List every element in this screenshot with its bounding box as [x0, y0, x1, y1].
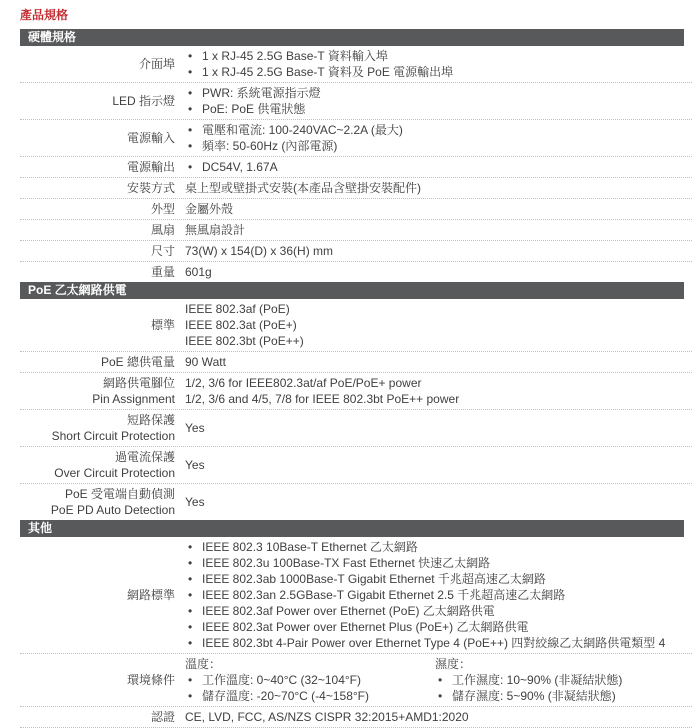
spec-row	[20, 120, 684, 156]
row-value	[185, 375, 684, 407]
bullet-icon: •	[188, 572, 193, 586]
bullet-item	[185, 688, 435, 704]
row-value	[185, 85, 684, 117]
bullet-icon: •	[188, 86, 193, 100]
bullet-item	[185, 159, 684, 175]
spec-sections	[20, 29, 684, 728]
bullet-icon: •	[188, 102, 193, 116]
value-line: 1/2, 3/6 for IEEE802.3at/af PoE/PoE+ power	[185, 376, 422, 390]
row-label	[20, 412, 185, 444]
value-line: Yes	[185, 421, 205, 435]
row-value	[185, 656, 684, 704]
bullet-item	[435, 672, 684, 688]
row-label	[20, 709, 185, 725]
bullet-item	[185, 571, 684, 587]
row-label	[20, 672, 185, 688]
bullet-icon: •	[188, 673, 193, 687]
row-value	[185, 494, 684, 510]
row-label-line: 網路標準	[126, 588, 175, 602]
row-label	[20, 587, 185, 603]
spec-row	[20, 410, 684, 446]
bullet-item	[435, 688, 684, 704]
bullet-text: 1 x RJ-45 2.5G Base-T 資料及 PoE 電源輸出埠	[202, 65, 454, 79]
bullet-item	[185, 101, 684, 117]
bullet-item	[185, 85, 684, 101]
bullet-item	[185, 138, 684, 154]
row-label	[20, 130, 185, 146]
row-value	[185, 709, 684, 725]
value-line: 桌上型或壁掛式安裝(本產品含壁掛安裝配件)	[185, 181, 421, 195]
spec-row	[20, 707, 684, 727]
row-label	[20, 201, 185, 217]
bullet-text: 工作溫度: 0~40°C (32~104°F)	[202, 673, 361, 687]
row-label-line: PoE 受電端自動偵測	[64, 487, 175, 501]
spec-row	[20, 220, 684, 240]
bullet-text: DC54V, 1.67A	[202, 160, 278, 174]
row-label	[20, 317, 185, 333]
row-label	[20, 375, 185, 407]
bullet-icon: •	[188, 49, 193, 63]
value-columns	[185, 656, 684, 704]
value-line: CE, LVD, FCC, AS/NZS CISPR 32:2015+AMD1:2020	[185, 710, 469, 724]
bullet-text: PWR: 系統電源指示燈	[202, 86, 321, 100]
row-value	[185, 222, 684, 238]
bullet-text: 儲存濕度: 5~90% (非凝結狀態)	[452, 689, 616, 703]
spec-row	[20, 537, 684, 653]
row-label-line: 網路供電腳位	[102, 376, 175, 390]
row-label-line: 認證	[150, 710, 175, 724]
row-label-line: 安裝方式	[126, 181, 175, 195]
row-label	[20, 222, 185, 238]
spec-row	[20, 83, 684, 119]
bullet-item	[185, 122, 684, 138]
row-label	[20, 449, 185, 481]
row-label	[20, 264, 185, 280]
value-line: 金屬外殼	[185, 202, 234, 216]
bullet-icon: •	[438, 673, 443, 687]
row-value	[185, 539, 684, 651]
row-label	[20, 56, 185, 72]
bullet-icon: •	[188, 604, 193, 618]
row-value	[185, 420, 684, 436]
row-label-line: 重量	[150, 265, 175, 279]
bullet-icon: •	[188, 139, 193, 153]
bullet-icon: •	[188, 636, 193, 650]
column-heading: 濕度：	[435, 657, 472, 671]
bullet-icon: •	[188, 588, 193, 602]
row-label	[20, 93, 185, 109]
bullet-text: IEEE 802.3bt 4-Pair Power over Ethernet Type 4 (PoE++) 四對絞線乙太網路供電類型 4	[202, 636, 666, 650]
row-label-line: 電源輸出	[126, 160, 175, 174]
section-header: PoE 乙太網路供電	[20, 282, 684, 299]
section-header: 硬體規格	[20, 29, 684, 46]
column-heading: 溫度：	[185, 657, 222, 671]
bullet-icon: •	[188, 160, 193, 174]
row-value	[185, 48, 684, 80]
bullet-item	[185, 555, 684, 571]
row-label-line: 短路保護	[126, 413, 175, 427]
value-line: 無風扇設計	[185, 223, 246, 237]
bullet-icon: •	[188, 540, 193, 554]
spec-row	[20, 199, 684, 219]
row-label-line: 過電流保護	[114, 450, 175, 464]
row-value	[185, 457, 684, 473]
value-line: IEEE 802.3at (PoE+)	[185, 318, 297, 332]
value-line: IEEE 802.3af (PoE)	[185, 302, 290, 316]
value-line: Yes	[185, 458, 205, 472]
bullet-text: PoE: PoE 供電狀態	[202, 102, 306, 116]
row-label	[20, 354, 185, 370]
row-label-line: 介面埠	[138, 57, 175, 71]
row-label	[20, 243, 185, 259]
spec-row	[20, 46, 684, 82]
spec-row	[20, 299, 684, 351]
row-label-line: 環境條件	[126, 673, 175, 687]
bullet-icon: •	[438, 689, 443, 703]
value-line: 90 Watt	[185, 355, 226, 369]
bullet-icon: •	[188, 620, 193, 634]
bullet-text: IEEE 802.3 10Base-T Ethernet 乙太網路	[202, 540, 418, 554]
value-line: 1/2, 3/6 and 4/5, 7/8 for IEEE 802.3bt PoE++ power	[185, 392, 460, 406]
value-line: 73(W) x 154(D) x 36(H) mm	[185, 244, 334, 258]
bullet-text: IEEE 802.3ab 1000Base-T Gigabit Ethernet 千兆超高速乙太網路	[202, 572, 546, 586]
row-label-line: PoE 總供電量	[100, 355, 175, 369]
row-label	[20, 486, 185, 518]
row-value	[185, 243, 684, 259]
row-label-line: 風扇	[150, 223, 175, 237]
spec-row	[20, 262, 684, 282]
row-label	[20, 180, 185, 196]
spec-row	[20, 447, 684, 483]
bullet-text: IEEE 802.3at Power over Ethernet Plus (PoE+) 乙太網路供電	[202, 620, 529, 634]
spec-row	[20, 373, 684, 409]
spec-row	[20, 352, 684, 372]
spec-section	[20, 282, 684, 520]
row-value	[185, 122, 684, 154]
row-label-line: PoE PD Auto Detection	[50, 503, 175, 517]
spec-section	[20, 29, 684, 282]
row-label	[20, 159, 185, 175]
bullet-text: IEEE 802.3an 2.5GBase-T Gigabit Ethernet 2.5 千兆超高速乙太網路	[202, 588, 566, 602]
bullet-item	[185, 48, 684, 64]
value-line: Yes	[185, 495, 205, 509]
row-value	[185, 301, 684, 349]
bullet-item	[185, 539, 684, 555]
row-label-line: 電源輸入	[126, 131, 175, 145]
bullet-text: 儲存溫度: -20~70°C (-4~158°F)	[202, 689, 369, 703]
bullet-item	[185, 619, 684, 635]
bullet-text: 電壓和電流: 100-240VAC~2.2A (最大)	[202, 123, 403, 137]
spec-row	[20, 654, 684, 706]
bullet-icon: •	[188, 556, 193, 570]
bullet-item	[185, 672, 435, 688]
bullet-item	[185, 635, 684, 651]
bullet-icon: •	[188, 123, 193, 137]
row-value	[185, 264, 684, 280]
row-label-line: 外型	[150, 202, 175, 216]
row-label-line: Over Circuit Protection	[54, 466, 175, 480]
row-label-line: Short Circuit Protection	[51, 429, 175, 443]
bullet-text: 1 x RJ-45 2.5G Base-T 資料輸入埠	[202, 49, 388, 63]
bullet-text: 頻率: 50-60Hz (內部電源)	[202, 139, 338, 153]
spec-row	[20, 178, 684, 198]
spec-section	[20, 520, 684, 728]
env-column-temperature	[185, 656, 435, 704]
spec-row	[20, 241, 684, 261]
bullet-text: IEEE 802.3u 100Base-TX Fast Ethernet 快速乙太網路	[202, 556, 491, 570]
row-label-line: LED 指示燈	[112, 94, 175, 108]
bullet-text: 工作濕度: 10~90% (非凝結狀態)	[452, 673, 623, 687]
spec-row	[20, 157, 684, 177]
row-label-line: 標準	[150, 318, 175, 332]
section-header: 其他	[20, 520, 684, 537]
value-line: IEEE 802.3bt (PoE++)	[185, 334, 304, 348]
row-label-line: Pin Assignment	[92, 392, 175, 406]
row-value	[185, 180, 684, 196]
bullet-item	[185, 64, 684, 80]
spec-row	[20, 484, 684, 520]
bullet-item	[185, 587, 684, 603]
value-line: 601g	[185, 265, 212, 279]
env-column-humidity	[435, 656, 684, 704]
bullet-item	[185, 603, 684, 619]
row-label-line: 尺寸	[150, 244, 175, 258]
bullet-text: IEEE 802.3af Power over Ethernet (PoE) 乙太網路供電	[202, 604, 495, 618]
row-value	[185, 201, 684, 217]
row-value	[185, 354, 684, 370]
row-value	[185, 159, 684, 175]
bullet-icon: •	[188, 65, 193, 79]
bullet-icon: •	[188, 689, 193, 703]
page-title: 產品規格	[20, 8, 69, 22]
